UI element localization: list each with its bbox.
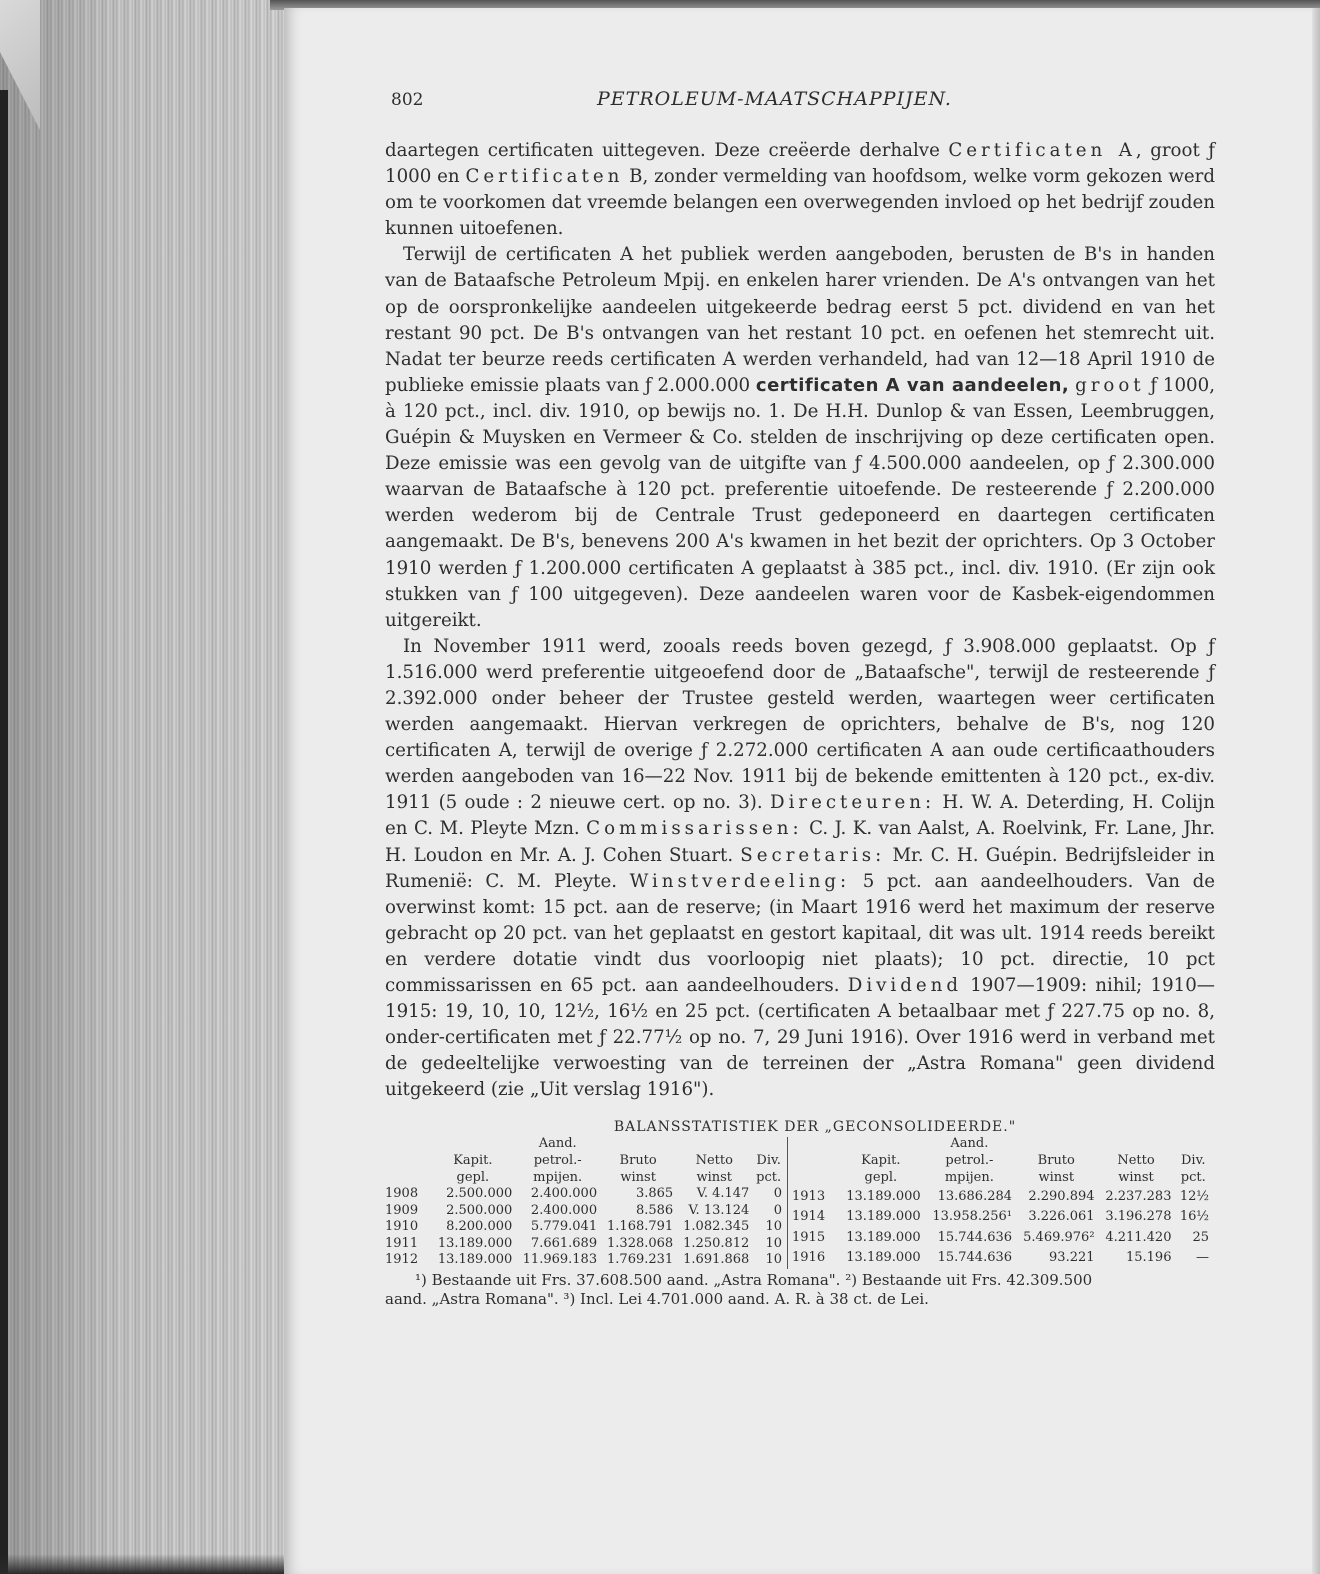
table-row — [792, 1186, 1212, 1207]
column-header: Netto — [1117, 1153, 1155, 1169]
column-header — [792, 1152, 838, 1169]
column-header: Div. — [1180, 1153, 1206, 1169]
value-cell: 1.328.068 — [607, 1235, 674, 1251]
column-header — [676, 1135, 752, 1152]
text-run: Terwijl de certificaten A het publiek werden aangeboden, berusten de B's in handen van de Bataafsche Petroleum Mpij. en enkelen harer vrienden. De A's ontvangen van het op de oorspronkelijke aandeelen uitgekeerde bedrag eerst 5 pct. dividend en van het restant 90 pct. De B's ontvangen van het restant 10 pct. en oefenen het stemrecht uit. Nadat ter beurze reeds certificaten A werden verhandeld, had van 12—18 April 1910 de publieke emissie plaats van ƒ 2.000.000 — [385, 244, 1215, 396]
running-head — [385, 86, 1215, 116]
value-cell: 13.189.000 — [846, 1188, 921, 1204]
table-row — [385, 1186, 785, 1203]
year-cell: 1912 — [385, 1252, 419, 1268]
column-header: pct. — [756, 1170, 782, 1186]
bold-heading-run: certificaten A van aandeelen, — [755, 374, 1070, 396]
table-row — [792, 1248, 1212, 1269]
column-header — [838, 1135, 924, 1152]
value-cell: 2.400.000 — [530, 1186, 598, 1202]
column-header: mpijen. — [944, 1170, 994, 1186]
column-header: winst — [696, 1170, 733, 1186]
table-header-row — [385, 1152, 785, 1169]
value-cell: 2.500.000 — [446, 1186, 513, 1202]
footnote-line-1: ¹) Bestaande uit Frs. 37.608.500 aand. „Astra Romana". ²) Bestaande uit Frs. 42.309.500 — [415, 1270, 1093, 1289]
bottom-shadow — [0, 1554, 290, 1574]
value-cell: 5.779.041 — [530, 1219, 598, 1235]
table-title: BALANSSTATISTIEK DER „GECONSOLIDEERDE." — [613, 1119, 1017, 1136]
text-run: 1907—1909: nihil; 1910—1915: 19, 10, 10, 12½, 16½ en 25 pct. (certificaten A betaalbaar met ƒ 227.75 op no. 8, onder-certificaten met ƒ 22.77½ op no. 7, 29 Juni 1916). Over 1916 werd in verband met de gedeeltelijke verwoesting van de terreinen der „Astra Romana" geen dividend uitgekeerd (zie „Uit verslag 1916"). — [385, 975, 1215, 1101]
spaced-term: Certificaten — [465, 166, 624, 188]
column-header: Aand. — [538, 1136, 577, 1152]
value-cell: 13.958.256¹ — [932, 1209, 1013, 1225]
value-cell: 7.661.689 — [530, 1235, 598, 1251]
column-header: petrol.- — [533, 1153, 582, 1169]
paragraph — [385, 138, 1215, 242]
column-header: Kapit. — [861, 1153, 901, 1169]
right-page-edge — [1312, 8, 1320, 1574]
balance-table-right — [792, 1135, 1212, 1269]
text-run: H. W. A. Deterding, H. Colijn en C. M. Pleyte Mzn. — [385, 792, 1215, 840]
table-header-row — [792, 1135, 1212, 1152]
year-cell: 1909 — [385, 1202, 419, 1218]
value-cell: 15.744.636 — [937, 1229, 1013, 1245]
column-header — [385, 1169, 430, 1186]
column-header — [1015, 1135, 1098, 1152]
footnotes — [385, 1271, 1215, 1309]
page-edges-shadow — [0, 0, 290, 1574]
text-run: daartegen certificaten uittegeven. Deze creëerde derhalve — [385, 140, 949, 161]
footnote-line-2: aand. „Astra Romana". ³) Incl. Lei 4.701.000 aand. A. R. à 38 ct. de Lei. — [385, 1289, 929, 1308]
column-header: petrol.- — [945, 1153, 994, 1169]
column-header — [385, 1152, 430, 1169]
value-cell: 4.211.420 — [1105, 1229, 1172, 1245]
table-header-row — [385, 1169, 785, 1186]
value-cell: 2.500.000 — [446, 1202, 513, 1218]
table-header-row — [792, 1152, 1212, 1169]
column-header — [600, 1135, 676, 1152]
balance-statistics — [385, 1135, 1215, 1269]
table-row — [385, 1252, 785, 1269]
value-cell: 2.290.894 — [1028, 1188, 1095, 1204]
spaced-term: groot — [1075, 374, 1145, 396]
table-row — [385, 1236, 785, 1253]
year-cell: 1908 — [385, 1186, 419, 1202]
value-cell: V. 13.124 — [688, 1202, 750, 1218]
value-cell: 13.189.000 — [846, 1229, 921, 1245]
value-cell: 13.189.000 — [846, 1250, 921, 1266]
value-cell: 8.586 — [635, 1202, 674, 1218]
value-cell: 1.168.791 — [607, 1219, 674, 1235]
spaced-term: Winstverdeeling: — [629, 870, 851, 892]
column-header: gepl. — [864, 1170, 898, 1186]
text-run: In November 1911 werd, zooals reeds boven gezegd, ƒ 3.908.000 geplaatst. Op ƒ 1.516.000 werd preferentie uitgeoefend door de „Bataafsche", terwijl de resteerende ƒ 2.392.000 onder beheer der Trustee gesteld werden, waartegen weer certificaten werden aangemaakt. Hiervan verkregen de oprichters, behalve de B's, nog 120 certificaten A, terwijl de overige ƒ 2.272.000 certificaten A aan oude certificaathouders werden aangeboden van 16—22 Nov. 1911 bij de bekende emittenten à 120 pct., ex-div. 1911 (5 oude : 2 nieuwe cert. op no. 3). — [385, 635, 1215, 814]
table-divider — [787, 1137, 788, 1269]
value-cell: 2.400.000 — [530, 1202, 598, 1218]
value-cell: 15.196 — [1125, 1250, 1172, 1266]
table-row — [385, 1219, 785, 1236]
value-cell: — — [1196, 1250, 1209, 1266]
year-cell: 1911 — [385, 1235, 419, 1251]
value-cell: 1.691.868 — [683, 1252, 750, 1268]
column-header: mpijen. — [533, 1170, 583, 1186]
paragraph — [385, 634, 1215, 1104]
column-header — [430, 1135, 515, 1152]
year-cell: 1913 — [792, 1188, 826, 1204]
table-header-row — [385, 1135, 785, 1152]
column-header: Aand. — [950, 1136, 989, 1152]
table-row — [792, 1228, 1212, 1249]
value-cell: 1.769.231 — [607, 1252, 674, 1268]
value-cell: 10 — [765, 1252, 782, 1268]
text-run: , groot ƒ 1000 en — [385, 140, 1216, 188]
column-header: Div. — [756, 1153, 781, 1169]
year-cell: 1915 — [792, 1229, 826, 1245]
column-header: Netto — [695, 1153, 733, 1169]
balance-table-left — [385, 1135, 785, 1269]
value-cell: 13.189.000 — [437, 1252, 513, 1268]
value-cell: 2.237.283 — [1105, 1188, 1172, 1204]
dark-background-strip — [0, 90, 8, 1574]
value-cell: 3.196.278 — [1105, 1209, 1172, 1225]
value-cell: 3.865 — [635, 1186, 674, 1202]
year-cell: 1910 — [385, 1219, 419, 1235]
text-run: Mr. C. H. Guépin. Bedrijfsleider in Rumenië: C. M. Pleyte. — [385, 844, 1215, 892]
text-run: ƒ 1000, à 120 pct., incl. div. 1910, op bewijs no. 1. De H.H. Dunlop & van Essen, Leembruggen, Guépin & Muysken en Vermeer & Co. stelden de inschrijving op deze certificaten open. Deze emissie was een gevolg van de uitgifte van ƒ 4.500.000 aandeelen, op ƒ 2.300.000 waarvan de Bataafsche à 120 pct. preferentie uitoefende. De resteerende ƒ 2.200.000 werden wederom bij de Centrale Trust gedeponeerd en daartegen certificaten aangemaakt. De B's, benevens 200 A's kwamen in het bezit der oprichters. Op 3 October 1910 werden ƒ 1.200.000 certificaten A geplaatst à 385 pct., incl. div. 1910. (Er zijn ook stukken van ƒ 100 uitgegeven). Deze aandeelen waren voor de Kasbek-eigendommen uitgereikt. — [385, 374, 1215, 631]
spaced-term: Dividend — [847, 975, 963, 996]
value-cell: 0 — [773, 1186, 782, 1202]
value-cell: 3.226.061 — [1028, 1209, 1095, 1225]
spaced-term: Secretaris: — [740, 844, 886, 866]
value-cell: 11.969.183 — [522, 1252, 598, 1268]
column-header: winst — [620, 1170, 656, 1186]
value-cell: 16½ — [1179, 1209, 1209, 1225]
column-header — [1174, 1135, 1212, 1152]
value-cell: 12½ — [1179, 1188, 1209, 1204]
value-cell: 1.082.345 — [683, 1219, 750, 1235]
value-cell: 13.686.284 — [937, 1188, 1013, 1204]
page-number: 802 — [391, 90, 424, 110]
value-cell: 13.189.000 — [437, 1235, 513, 1251]
value-cell: 0 — [773, 1202, 782, 1218]
column-header — [792, 1135, 838, 1152]
column-header — [792, 1169, 838, 1186]
column-header: gepl. — [456, 1170, 490, 1186]
spaced-term: Certificaten A — [948, 140, 1136, 161]
column-header: Bruto — [1037, 1153, 1075, 1169]
spaced-term: Directeuren: — [769, 792, 936, 814]
text-run: 5 pct. aan aandeelhouders. Van de overwinst komt: 15 pct. aan de reserve; (in Maart 1916 werd het maximum der reserve gebracht op 20 pct. van het geplaatst en gestort kapitaal, dit was ult. 1914 reeds bereikt en verdere dotatie vindt dus voorloopig niet plaats); 10 pct. directie, 10 pct commissarissen en 65 pct. aan aandeelhouders. — [385, 870, 1215, 996]
table-row — [792, 1207, 1212, 1228]
value-cell: 8.200.000 — [446, 1219, 513, 1235]
value-cell: 25 — [1192, 1229, 1209, 1245]
value-cell: 10 — [765, 1219, 782, 1235]
table-header-row — [792, 1169, 1212, 1186]
spaced-term: Commissarissen: — [586, 818, 803, 840]
value-cell: 10 — [765, 1235, 782, 1251]
table-row — [385, 1203, 785, 1220]
column-header — [752, 1135, 785, 1152]
page-title: PETROLEUM-MAATSCHAPPIJEN. — [597, 88, 952, 110]
value-cell: 13.189.000 — [846, 1209, 921, 1225]
column-header — [385, 1135, 430, 1152]
column-header: pct. — [1180, 1170, 1206, 1186]
year-cell: 1914 — [792, 1209, 826, 1225]
paragraph — [385, 242, 1215, 633]
value-cell: 15.744.636 — [937, 1250, 1013, 1266]
value-cell: 1.250.812 — [683, 1235, 750, 1251]
column-header: Bruto — [619, 1153, 657, 1169]
value-cell: 93.221 — [1049, 1250, 1095, 1266]
body-text — [385, 138, 1215, 1103]
text-run: C. J. K. van Aalst, A. Roelvink, Fr. Lane, Jhr. H. Loudon en Mr. A. J. Cohen Stuart. — [385, 818, 1215, 866]
year-cell: 1916 — [792, 1250, 826, 1266]
column-header: winst — [1118, 1170, 1154, 1186]
column-header: Kapit. — [453, 1153, 493, 1169]
column-header — [1098, 1135, 1175, 1152]
value-cell: 5.469.976² — [1023, 1229, 1095, 1245]
page-content — [385, 86, 1215, 1309]
value-cell: V. 4.147 — [696, 1186, 750, 1202]
text-run: B, zonder vermelding van hoofdsom, welke vorm gekozen werd om te voorkomen dat vreemde belangen een overwegenden invloed op het bedrijf zouden kunnen uitoefenen. — [385, 166, 1215, 240]
column-header: winst — [1038, 1170, 1075, 1186]
